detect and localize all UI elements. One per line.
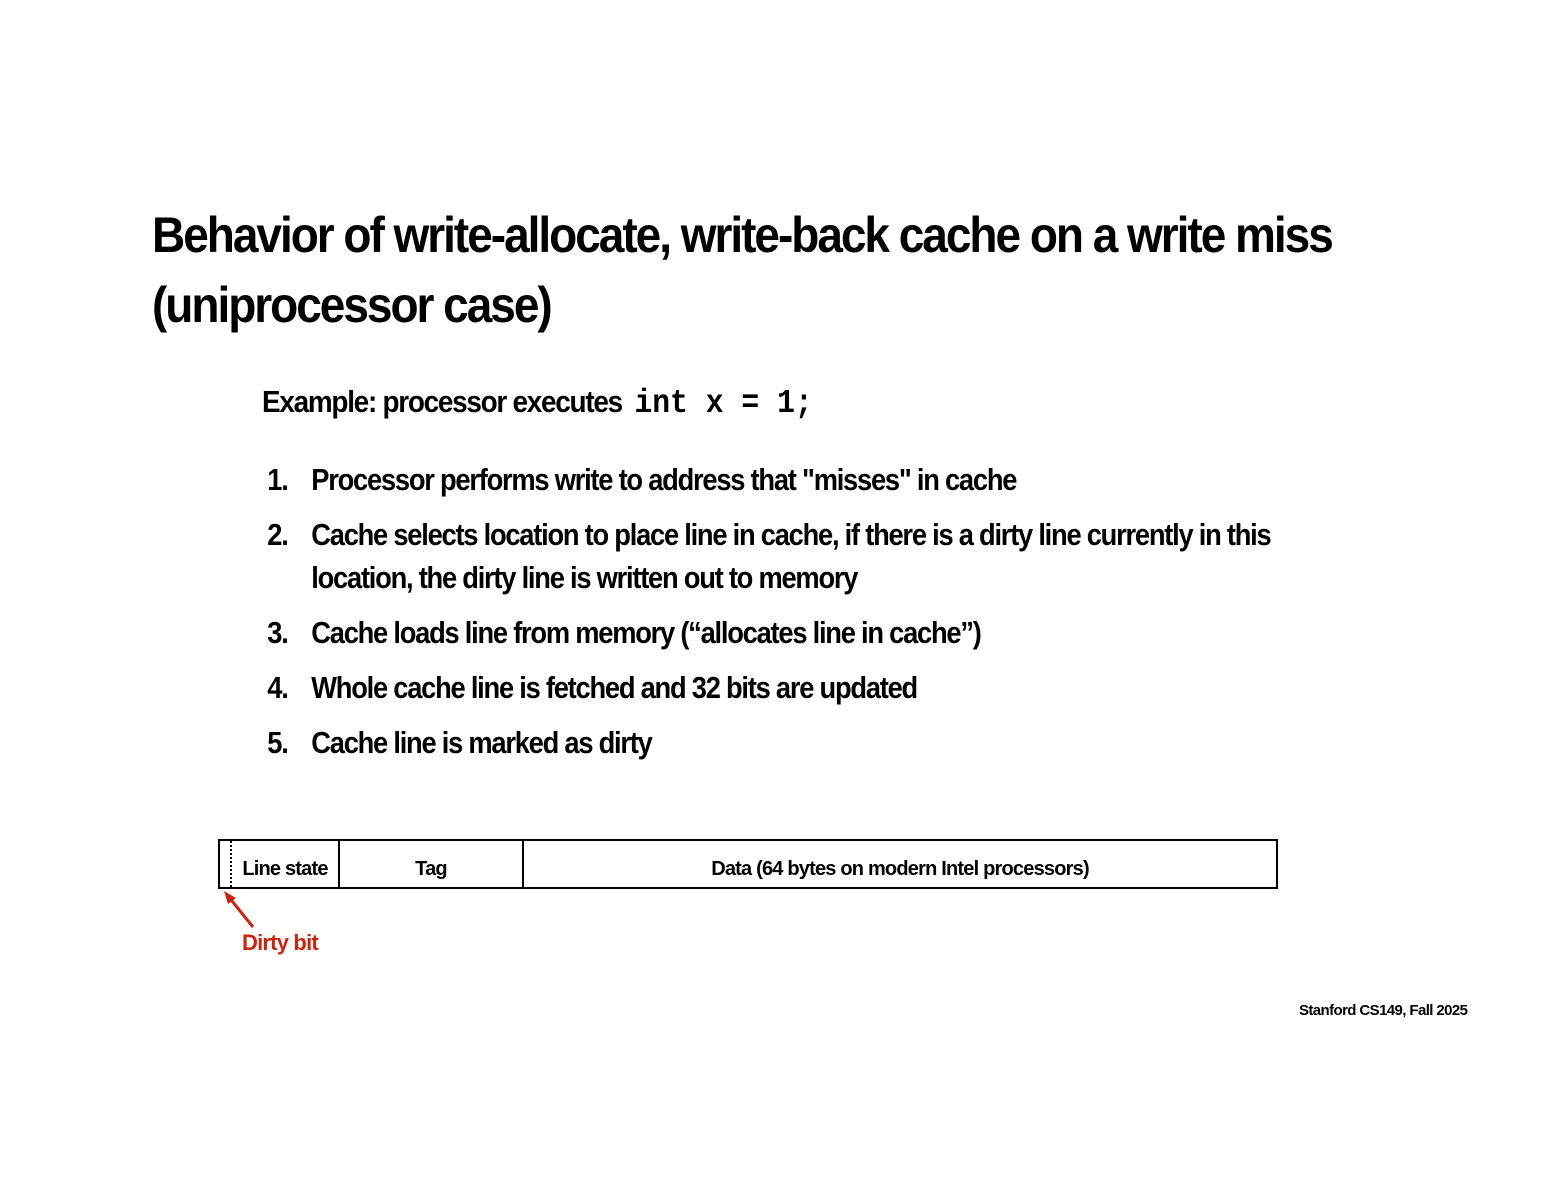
step-text: Cache line is marked as dirty	[311, 725, 652, 760]
step-text: Whole cache line is fetched and 32 bits are updated	[311, 670, 917, 705]
step-item	[262, 513, 1283, 599]
step-text: Cache loads line from memory (“allocates line in cache”)	[311, 615, 981, 650]
dirty-bit-arrow-icon	[222, 890, 262, 932]
step-item	[262, 666, 1283, 709]
step-item	[262, 721, 1283, 764]
course-footer: Stanford CS149, Fall 2025	[1299, 1002, 1468, 1019]
step-text: Cache selects location to place line in cache, if there is a dirty line currently in this location, the dirty line is written out to memory	[311, 517, 1271, 595]
tag-cell	[340, 841, 524, 887]
cache-line-diagram	[218, 839, 1278, 889]
step-number: 2.	[267, 517, 288, 552]
slide-title-line-2: (uniprocessor case)	[152, 277, 551, 333]
steps-list	[262, 458, 1422, 776]
step-item	[262, 611, 1283, 654]
line-state-cell	[220, 841, 340, 887]
step-number: 3.	[267, 615, 288, 650]
dirty-bit-label: Dirty bit	[242, 930, 318, 955]
step-number: 4.	[267, 670, 288, 705]
step-text: Processor performs write to address that "misses" in cache	[311, 462, 1017, 497]
data-cell	[524, 841, 1276, 887]
step-item	[262, 458, 1283, 501]
example-line	[262, 384, 813, 422]
example-code: int x = 1;	[634, 385, 813, 422]
data-label: Data (64 bytes on modern Intel processors)	[711, 857, 1089, 880]
example-label: Example: processor executes	[262, 384, 622, 419]
line-state-label: Line state	[242, 857, 328, 880]
slide-title	[152, 200, 1376, 340]
slide-title-line-1: Behavior of write-allocate, write-back cache on a write miss	[152, 207, 1332, 263]
step-number: 1.	[267, 462, 288, 497]
tag-label: Tag	[415, 857, 447, 880]
dirty-bit-marker	[230, 841, 232, 887]
step-number: 5.	[267, 725, 288, 760]
